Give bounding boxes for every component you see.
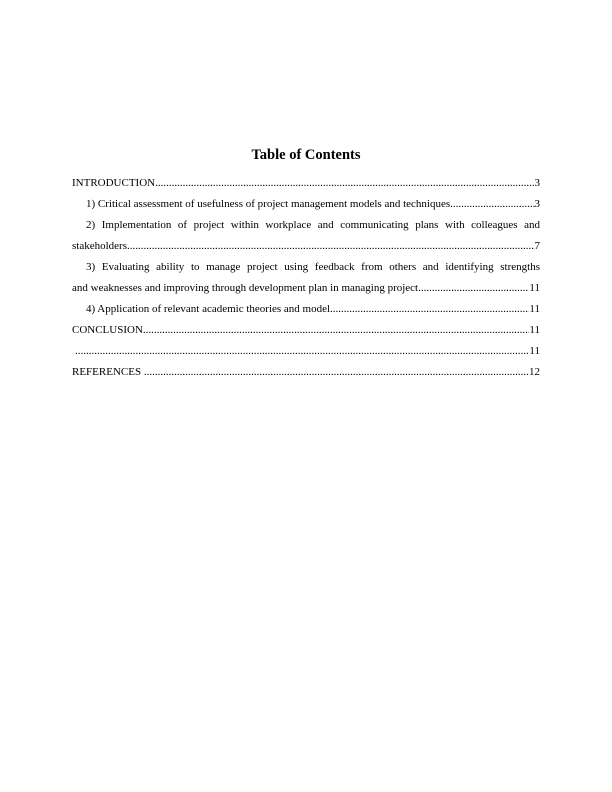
toc-entry-text: stakeholders [72,240,127,252]
toc-leader-dots [75,341,529,362]
toc-leader-dots [155,173,534,194]
toc-page-number: 12 [529,366,540,378]
toc-entry-text: 2) Implementation of project within workplace and communicating plans with colleagues and [86,219,540,231]
toc-entry-item-3-line-2[interactable] [72,278,540,299]
toc-page-number: 7 [534,240,540,252]
toc-entry-text: 4) Application of relevant academic theories and model [86,303,331,315]
toc-entry-item-3-line-1[interactable] [72,257,540,278]
toc-leader-dots [418,278,529,299]
toc-page-number: 11 [529,303,540,315]
toc-entry-text: 1) Critical assessment of usefulness of project management models and techniques [86,198,451,210]
toc-page-number: 3 [534,198,540,210]
toc-page-number: 11 [529,282,540,294]
toc-entry-blank[interactable] [72,341,540,362]
toc-entry-conclusion[interactable] [72,320,540,341]
toc-page-number: 3 [534,177,540,189]
toc-entry-text: and weaknesses and improving through development plan in managing project [72,282,419,294]
toc-leader-dots [450,194,534,215]
toc-entry-text: REFERENCES [72,366,144,378]
toc-entry-text: 3) Evaluating ability to manage project using feedback from others and identifying strengths [86,261,540,273]
toc-leader-dots [330,299,529,320]
toc-entry-item-1[interactable] [72,194,540,215]
toc-leader-dots [127,236,535,257]
toc-leader-dots [144,362,529,383]
toc-entry-item-4[interactable] [72,299,540,320]
toc-entry-text: INTRODUCTION [72,177,156,189]
toc-leader-dots [143,320,530,341]
toc-title: Table of Contents [251,147,361,163]
toc-page-number: 11 [529,324,540,336]
toc-entry-text: CONCLUSION [72,324,143,336]
table-of-contents [72,173,540,383]
toc-entry-item-2-line-2[interactable] [72,236,540,257]
toc-entry-item-2-line-1[interactable] [72,215,540,236]
toc-entry-references[interactable] [72,362,540,383]
toc-entry-introduction[interactable] [72,173,540,194]
toc-page-number: 11 [529,345,540,357]
